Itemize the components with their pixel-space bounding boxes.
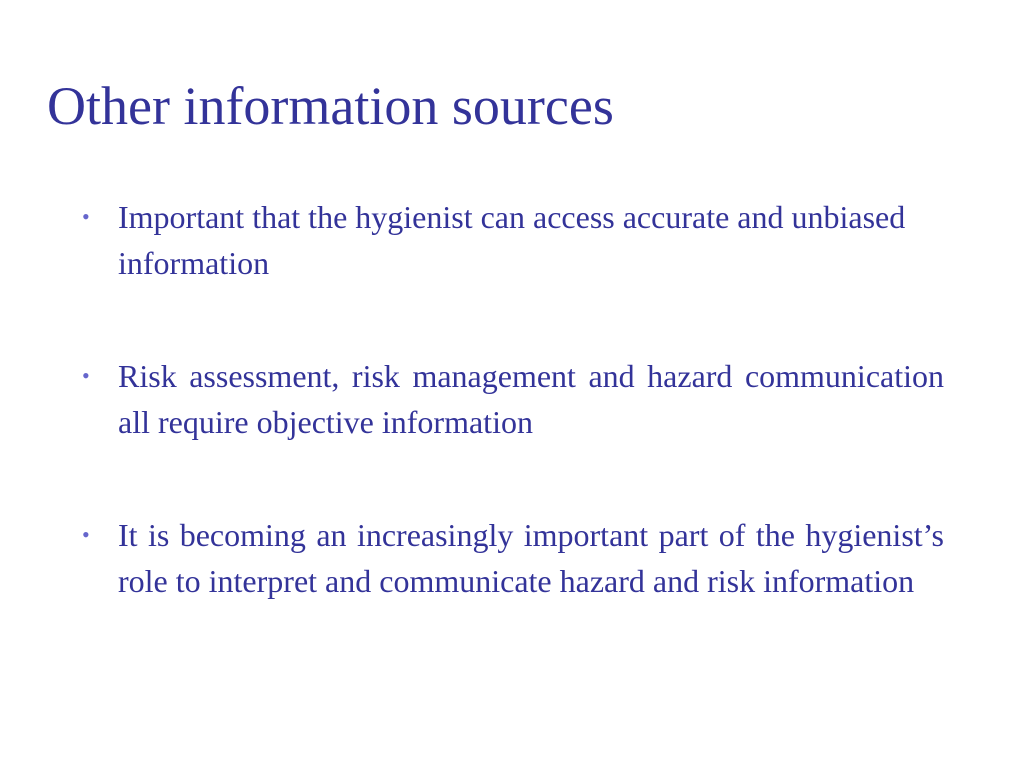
bullet-text: It is becoming an increasingly important part of the hygienist’s role to interpret and communicate hazard and risk information	[118, 517, 944, 599]
bullet-item	[82, 353, 944, 445]
bullet-item	[82, 194, 944, 286]
bullet-marker: •	[82, 363, 90, 388]
bullet-marker: •	[82, 522, 90, 547]
slide-title: Other information sources	[47, 76, 614, 136]
bullet-text: Risk assessment, risk management and hazard communication all require objective information	[118, 358, 944, 440]
bullet-item	[82, 512, 944, 604]
bullet-text: Important that the hygienist can access accurate and unbiased information	[118, 199, 906, 281]
bullet-marker: •	[82, 204, 90, 229]
bullet-list	[82, 194, 944, 671]
